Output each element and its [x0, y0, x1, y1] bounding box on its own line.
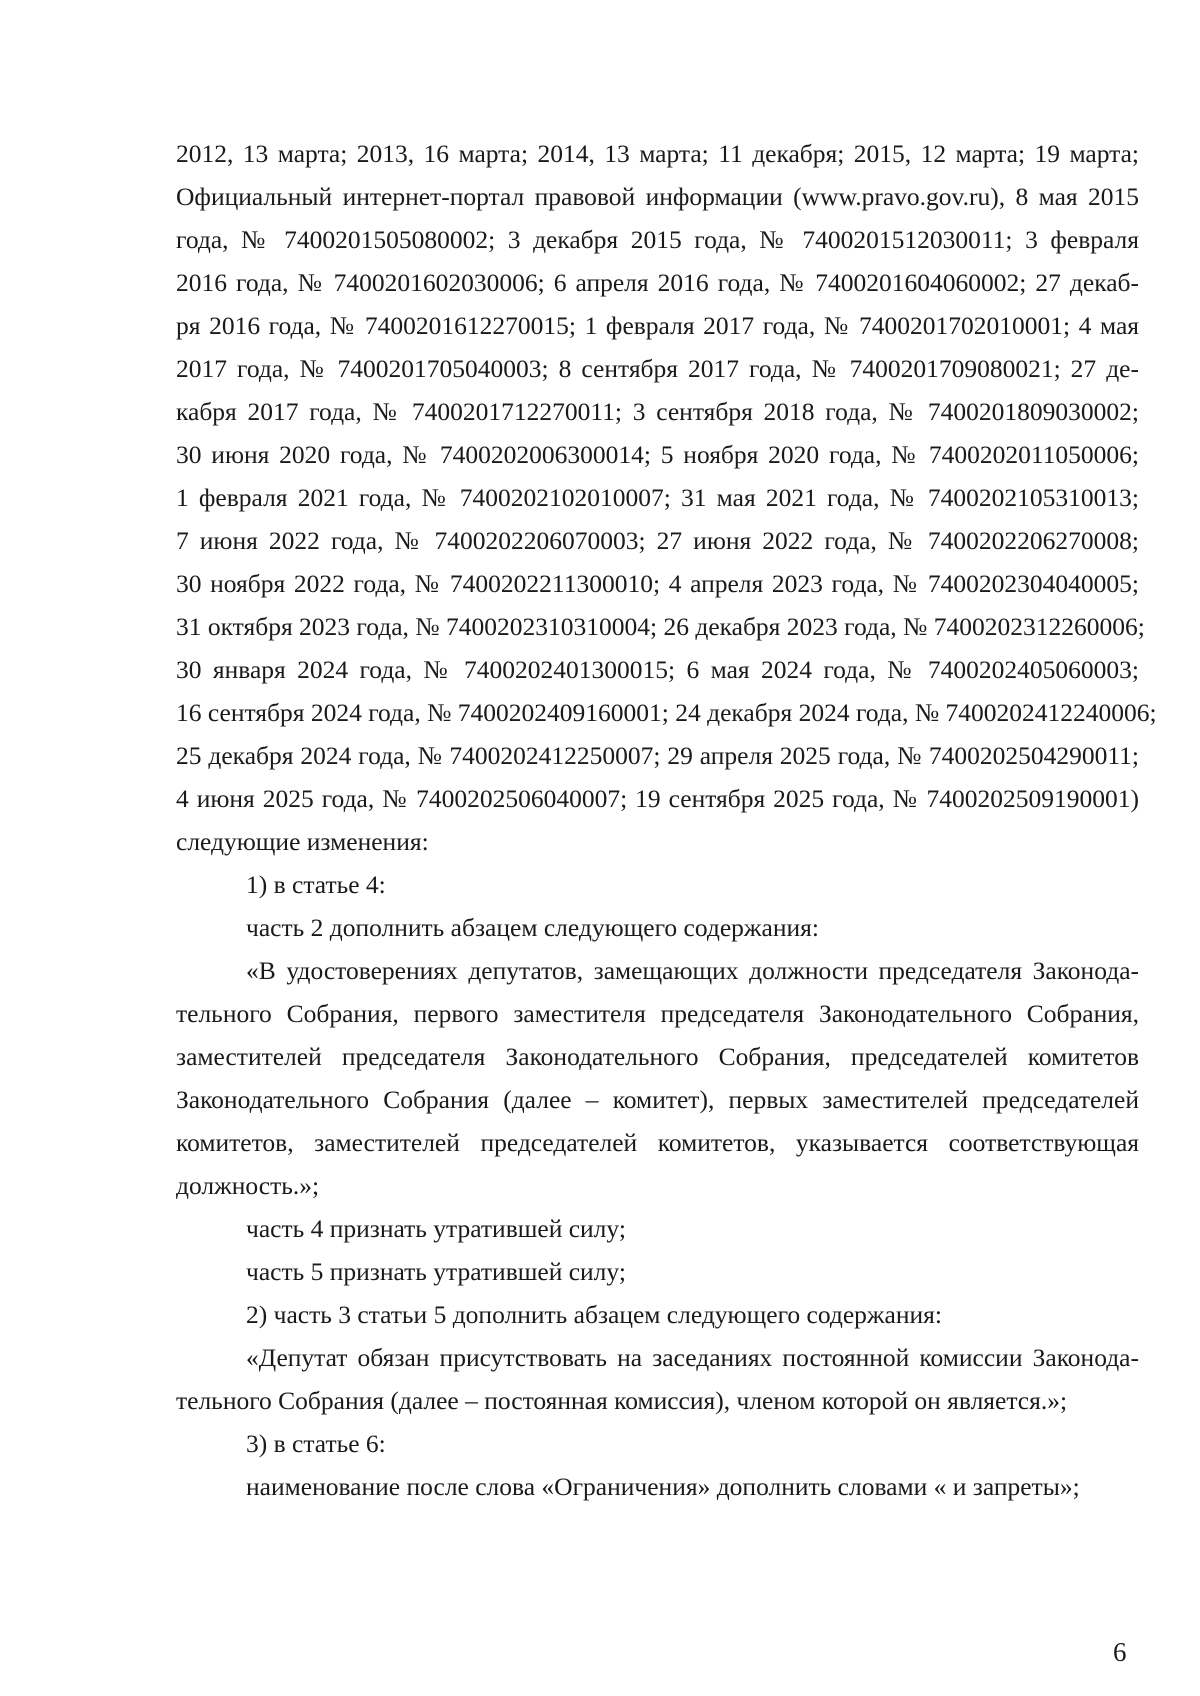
text-line: 2012, 13 марта; 2013, 16 марта; 2014, 13 марта; 11 декабря; 2015, 12 марта; 19 марта; — [176, 139, 1139, 168]
text-line: 1 февраля 2021 года, № 7400202102010007; 31 мая 2021 года, № 7400202105310013; — [176, 483, 1139, 512]
list-item-heading: 2) часть 3 статьи 5 дополнить абзацем следующего содержания: — [246, 1300, 942, 1329]
quoted-text-line: «Депутат обязан присутствовать на заседаниях постоянной комиссии Законода- — [246, 1343, 1139, 1372]
list-item-heading: 1) в статье 4: — [246, 870, 386, 899]
text-line: следующие изменения: — [176, 827, 429, 856]
quoted-text-line: тельного Собрания, первого заместителя председателя Законодательного Собрания, — [176, 999, 1139, 1028]
quoted-text-line: комитетов, заместителей председателей комитетов, указывается соответствующая — [176, 1128, 1139, 1157]
text-line: кабря 2017 года, № 7400201712270011; 3 сентября 2018 года, № 7400201809030002; — [176, 397, 1139, 426]
quoted-text-line: должность.»; — [176, 1171, 320, 1200]
quoted-text-line: Законодательного Собрания (далее – комитет), первых заместителей председателей — [176, 1085, 1139, 1114]
quoted-text-line: тельного Собрания (далее – постоянная комиссия), членом которой он является.»; — [176, 1386, 1068, 1415]
text-line: 31 октября 2023 года, № 7400202310310004; 26 декабря 2023 года, № 7400202312260006; — [176, 612, 1145, 641]
text-line: 4 июня 2025 года, № 7400202506040007; 19 сентября 2025 года, № 7400202509190001) — [176, 784, 1139, 813]
text-line: 30 января 2024 года, № 7400202401300015; 6 мая 2024 года, № 7400202405060003; — [176, 655, 1139, 684]
quoted-text-line: заместителей председателя Законодательного Собрания, председателей комитетов — [176, 1042, 1139, 1071]
text-line: 30 июня 2020 года, № 7400202006300014; 5 ноября 2020 года, № 7400202011050006; — [176, 440, 1139, 469]
text-line: ря 2016 года, № 7400201612270015; 1 февраля 2017 года, № 7400201702010001; 4 мая — [176, 311, 1139, 340]
text-line: 25 декабря 2024 года, № 7400202412250007; 29 апреля 2025 года, № 7400202504290011; — [176, 741, 1139, 770]
text-line: Официальный интернет-портал правовой информации (www.pravo.gov.ru), 8 мая 2015 — [176, 182, 1139, 211]
text-line: 2017 года, № 7400201705040003; 8 сентября 2017 года, № 7400201709080021; 27 де- — [176, 354, 1139, 383]
list-item-heading: 3) в статье 6: — [246, 1429, 386, 1458]
text-line: часть 2 дополнить абзацем следующего содержания: — [246, 913, 819, 942]
text-line: 7 июня 2022 года, № 7400202206070003; 27 июня 2022 года, № 7400202206270008; — [176, 526, 1139, 555]
quoted-text-line: «В удостоверениях депутатов, замещающих должности председателя Законода- — [246, 956, 1139, 985]
text-line: часть 5 признать утратившей силу; — [246, 1257, 626, 1286]
text-line: 30 ноября 2022 года, № 7400202211300010; 4 апреля 2023 года, № 7400202304040005; — [176, 569, 1139, 598]
page-number: 6 — [1113, 1637, 1127, 1667]
text-line: часть 4 признать утратившей силу; — [246, 1214, 626, 1243]
text-line: 16 сентября 2024 года, № 7400202409160001; 24 декабря 2024 года, № 7400202412240006; — [176, 698, 1157, 727]
text-line: года, № 7400201505080002; 3 декабря 2015 года, № 7400201512030011; 3 февраля — [176, 225, 1139, 254]
text-line: наименование после слова «Ограничения» дополнить словами « и запреты»; — [246, 1472, 1080, 1501]
text-line: 2016 года, № 7400201602030006; 6 апреля 2016 года, № 7400201604060002; 27 декаб- — [176, 268, 1139, 297]
